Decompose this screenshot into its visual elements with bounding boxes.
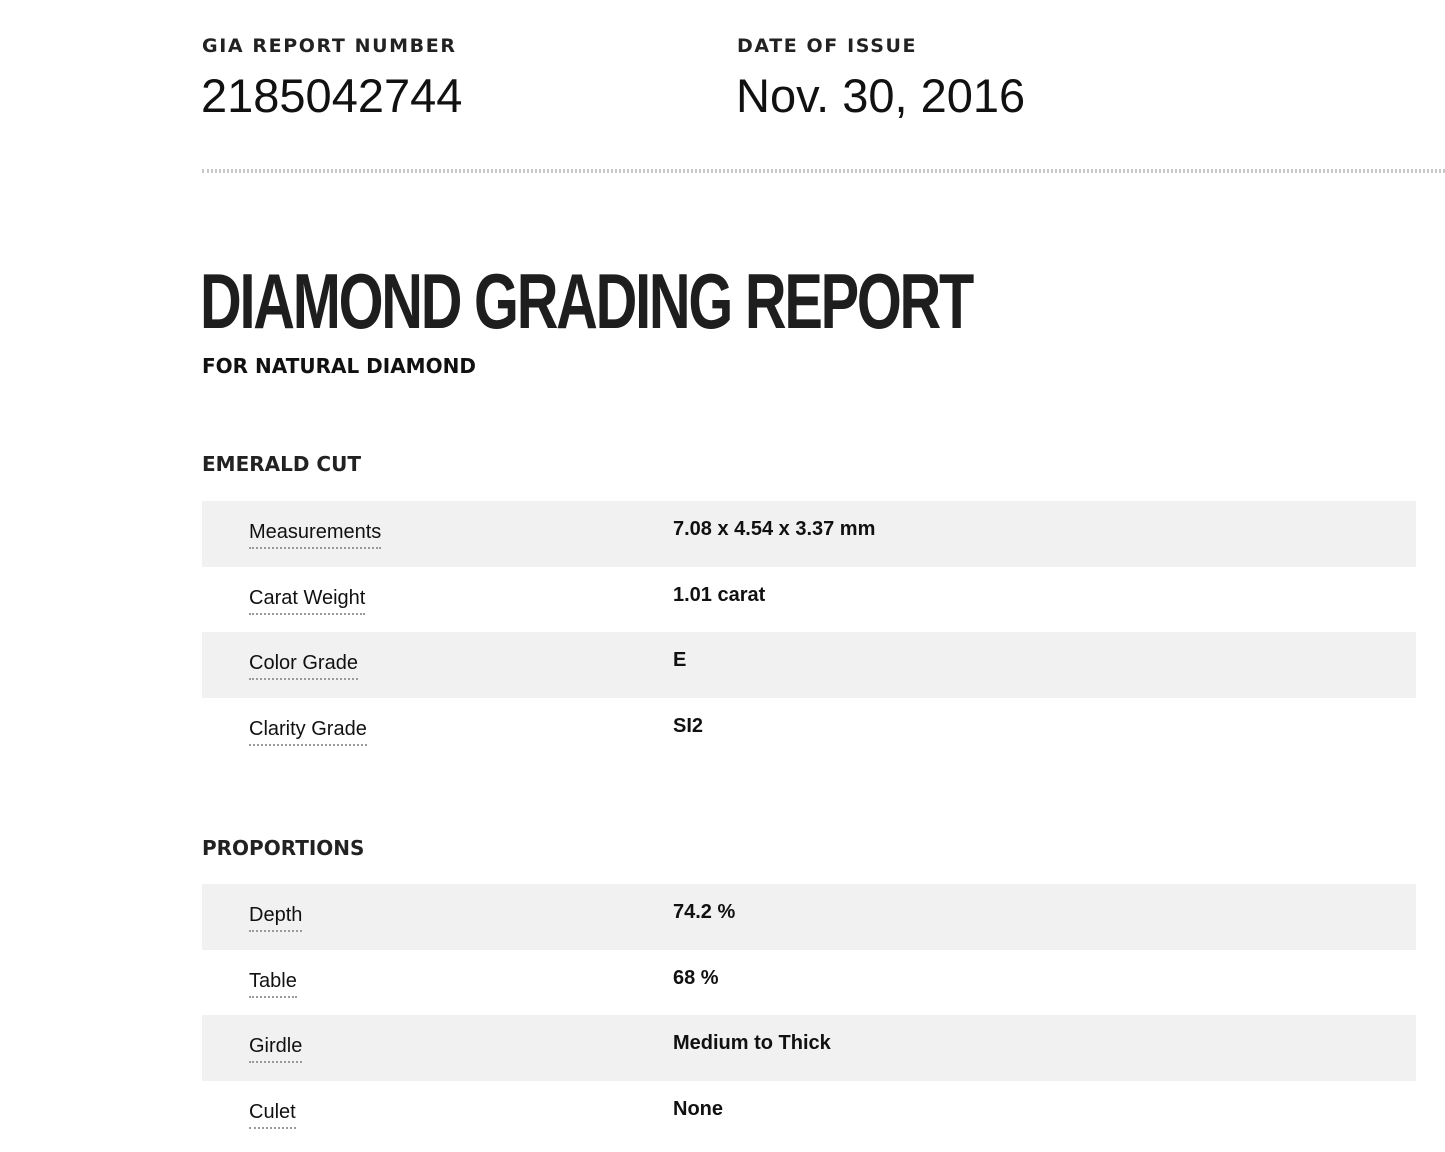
table-row [202,632,1416,698]
table-row [202,698,1416,764]
report-subtitle: FOR NATURAL DIAMOND [202,354,476,378]
culet-label[interactable]: Culet [249,1101,296,1129]
table-row [202,1081,1416,1147]
grading-results-table [202,501,1416,763]
girdle-value: Medium to Thick [673,1032,831,1054]
clarity-grade-value: SI2 [673,714,704,737]
girdle-label[interactable]: Girdle [249,1035,302,1063]
table-row [202,567,1416,633]
culet-value: None [673,1097,723,1120]
depth-label[interactable]: Depth [249,904,302,932]
proportions-table [202,884,1416,1146]
table-row [202,1015,1416,1081]
table-row [202,501,1416,567]
date-of-issue: Nov. 30, 2016 [736,69,1026,122]
proportions-section-heading: PROPORTIONS [202,836,365,860]
report-title: DIAMOND GRADING REPORT [200,257,973,345]
table-row [202,884,1416,950]
depth-value: 74.2 % [673,901,736,923]
measurements-value: 7.08 x 4.54 x 3.37 mm [673,518,876,540]
header-divider [202,169,1445,173]
table-value: 68 % [673,966,719,989]
measurements-label[interactable]: Measurements [249,521,381,549]
carat-weight-label[interactable]: Carat Weight [249,587,365,615]
color-grade-label[interactable]: Color Grade [249,652,358,680]
carat-weight-value: 1.01 carat [673,583,766,606]
report-number-label: GIA REPORT NUMBER [202,35,457,57]
color-grade-value: E [673,649,687,671]
date-of-issue-label: DATE OF ISSUE [737,35,918,57]
table-row [202,950,1416,1016]
report-number: 2185042744 [201,69,463,122]
cut-section-heading: EMERALD CUT [202,452,361,476]
table-label[interactable]: Table [249,970,297,998]
clarity-grade-label[interactable]: Clarity Grade [249,718,367,746]
